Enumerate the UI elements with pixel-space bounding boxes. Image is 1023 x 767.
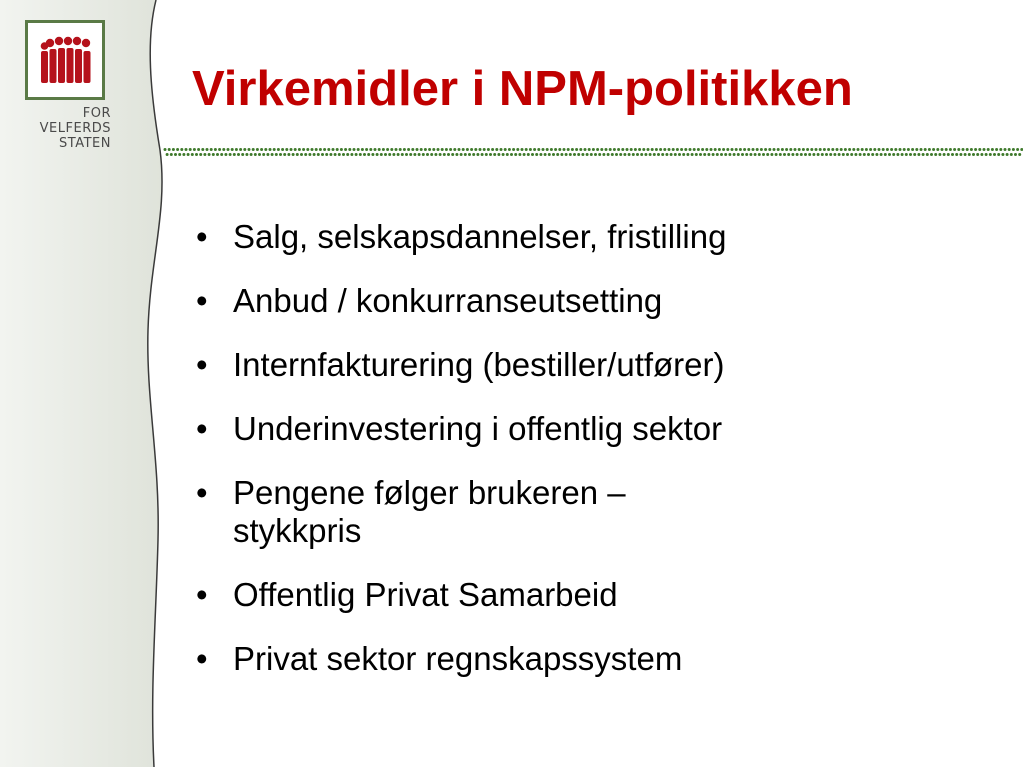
sidebar-panel — [0, 0, 170, 767]
logo-line-staten: STATEN — [59, 136, 111, 151]
bullet-item — [196, 346, 996, 384]
bullet-marker: • — [196, 474, 208, 511]
bullet-marker: • — [196, 410, 208, 447]
bullet-item — [196, 640, 996, 678]
bullet-marker: • — [196, 282, 208, 319]
bullet-list — [196, 218, 996, 704]
bullet-text: Offentlig Privat Samarbeid — [233, 576, 618, 613]
logo — [25, 20, 111, 160]
bullet-item — [196, 218, 996, 256]
bullet-item — [196, 410, 996, 448]
bullet-text: Underinvestering i offentlig sektor — [233, 410, 723, 447]
bullet-text: Privat sektor regnskapssystem — [233, 640, 683, 677]
bullet-item — [196, 474, 763, 550]
bullet-text: Internfakturering (bestiller/utfører) — [233, 346, 725, 383]
bullet-text: Salg, selskapsdannelser, fristilling — [233, 218, 727, 255]
logo-wordmark — [25, 106, 111, 151]
logo-line-velferds: VELFERDS — [39, 121, 111, 136]
bullet-marker: • — [196, 346, 208, 383]
bullet-item — [196, 576, 996, 614]
logo-line-for: FOR — [82, 106, 111, 121]
logo-frame — [25, 20, 105, 100]
bullet-text: Anbud / konkurranseutsetting — [233, 282, 663, 319]
bullet-marker: • — [196, 640, 208, 677]
bullet-text: Pengene følger brukeren – stykkpris — [233, 474, 626, 549]
dotted-divider — [163, 146, 1023, 158]
bullet-marker: • — [196, 218, 208, 255]
bullet-marker: • — [196, 576, 208, 613]
bullet-item — [196, 282, 996, 320]
slide-title: Virkemidler i NPM-politikken — [192, 62, 853, 116]
people-group-icon — [28, 23, 102, 97]
